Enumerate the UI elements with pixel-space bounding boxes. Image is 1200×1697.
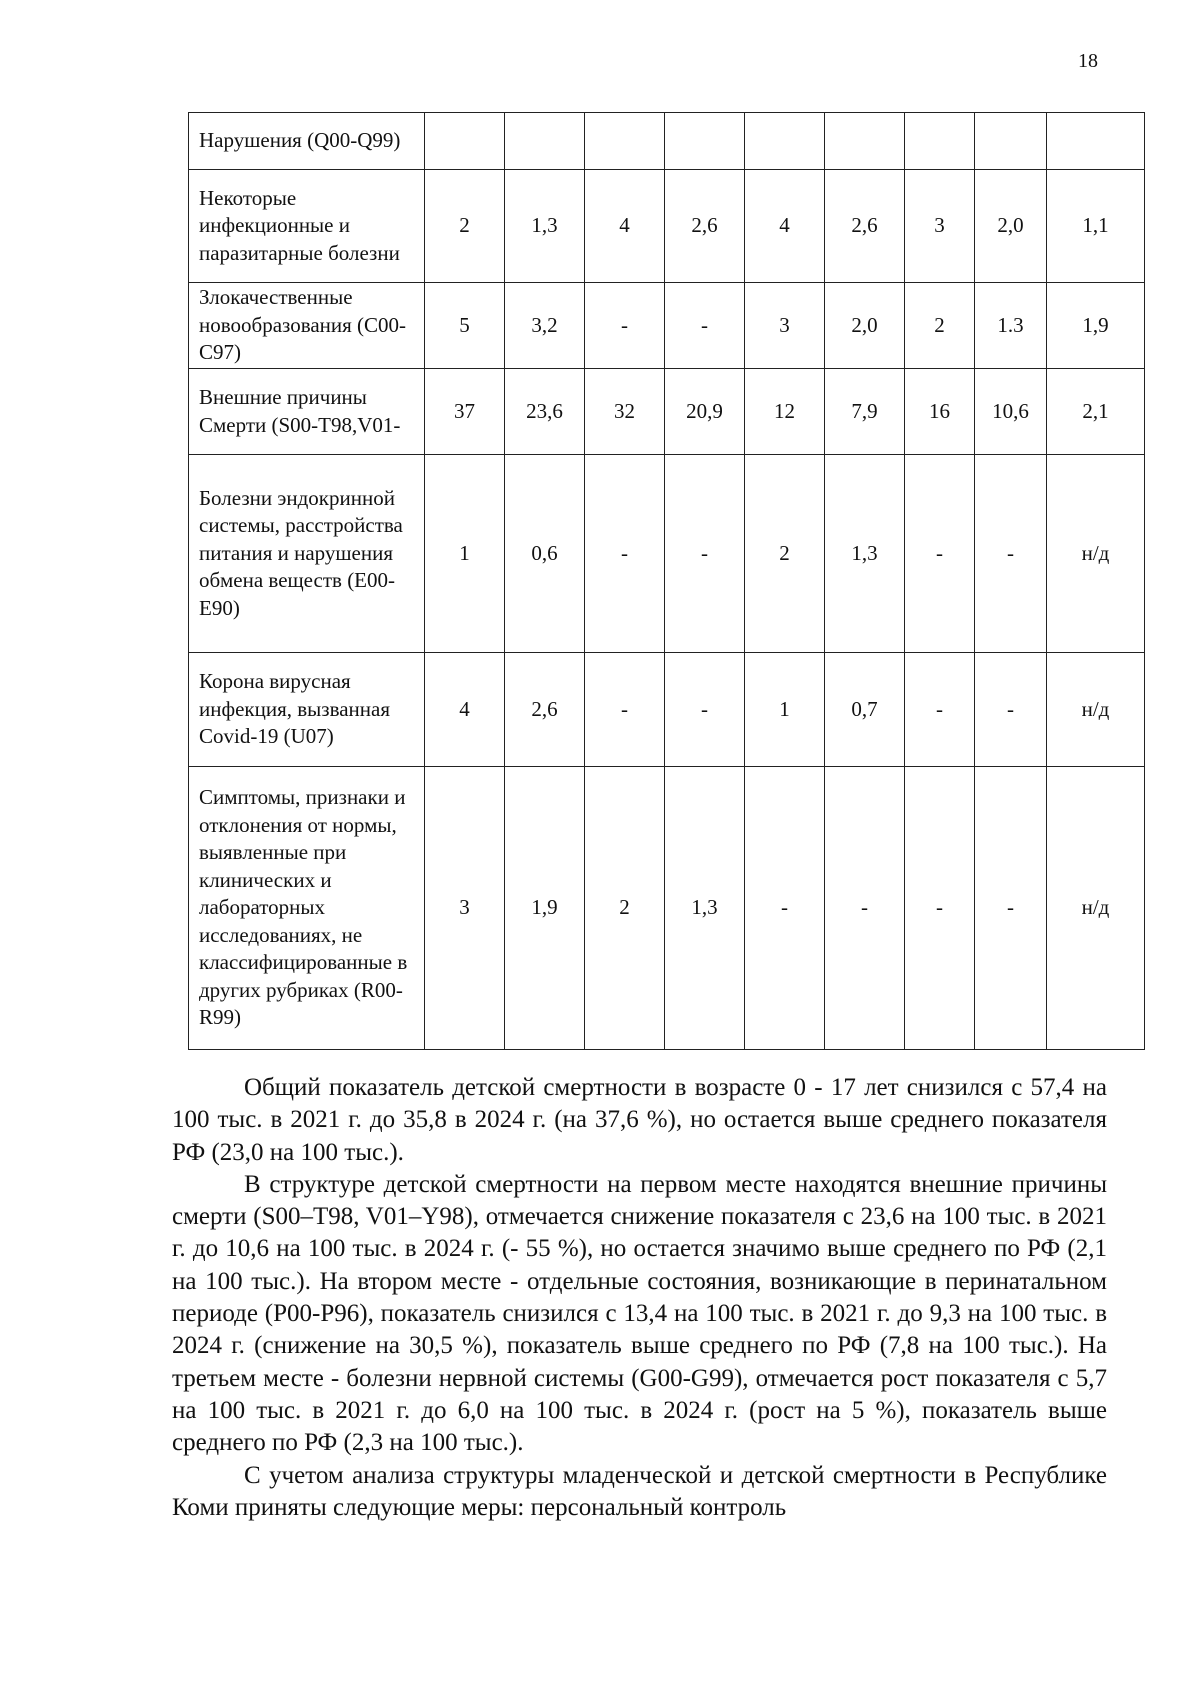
table-cell: 4 bbox=[425, 653, 505, 767]
table-cell bbox=[505, 113, 585, 170]
table-cell: - bbox=[975, 653, 1047, 767]
table-cell: 10,6 bbox=[975, 369, 1047, 455]
row-label: Нарушения (Q00-Q99) bbox=[189, 113, 425, 170]
table-cell: 2,1 bbox=[1047, 369, 1145, 455]
table-cell bbox=[905, 113, 975, 170]
table-cell: 2,6 bbox=[505, 653, 585, 767]
row-label: Корона вирусная инфекция, вызванная Covid-19 (U07) bbox=[189, 653, 425, 767]
table-cell: н/д bbox=[1047, 455, 1145, 653]
table-cell bbox=[585, 113, 665, 170]
table-row bbox=[189, 455, 1145, 653]
table-cell: н/д bbox=[1047, 767, 1145, 1050]
table-row bbox=[189, 170, 1145, 283]
table-cell: 0,7 bbox=[825, 653, 905, 767]
table-cell: 1,3 bbox=[505, 170, 585, 283]
table-cell: - bbox=[825, 767, 905, 1050]
table-cell: 23,6 bbox=[505, 369, 585, 455]
row-label: Внешние причины Смерти (S00-T98,V01- bbox=[189, 369, 425, 455]
table-cell: - bbox=[665, 283, 745, 369]
mortality-table bbox=[188, 112, 1145, 1050]
table-cell: 1,9 bbox=[505, 767, 585, 1050]
table-cell: 3,2 bbox=[505, 283, 585, 369]
row-label: Симптомы, признаки и отклонения от нормы, выявленные при клинических и лабораторных исследованиях, не классифицированные в других рубриках (R00- R99) bbox=[189, 767, 425, 1050]
table-cell bbox=[665, 113, 745, 170]
table-cell: 32 bbox=[585, 369, 665, 455]
table-cell: 2 bbox=[745, 455, 825, 653]
table-cell: 1,3 bbox=[665, 767, 745, 1050]
table-cell: 4 bbox=[585, 170, 665, 283]
table-cell bbox=[975, 113, 1047, 170]
table-cell: - bbox=[665, 455, 745, 653]
paragraph: В структуре детской смертности на первом месте находятся внешние причины смерти (S00–T98, V01–Y98), отмечается снижение показателя с 23,6 на 100 тыс. в 2021 г. до 10,6 на 100 тыс. в 2024 г. (- 55 %), но остается значимо выше среднего по РФ (2,1 на 100 тыс.). На втором месте - отдельные состояния, возникающие в перинатальном периоде (P00-P96), показатель снизился с 13,4 на 100 тыс. в 2021 г. до 9,3 на 100 тыс. в 2024 г. (снижение на 30,5 %), показатель выше среднего по РФ (7,8 на 100 тыс.). На третьем месте - болезни нервной системы (G00-G99), отмечается рост показателя с 5,7 на 100 тыс. в 2021 г. до 6,0 на 100 тыс. в 2024 г. (рост на 5 %), показатель выше среднего по РФ (2,3 на 100 тыс.). bbox=[172, 1170, 1107, 1457]
table-row bbox=[189, 113, 1145, 170]
table-cell: 16 bbox=[905, 369, 975, 455]
table-row bbox=[189, 767, 1145, 1050]
table-cell: 0,6 bbox=[505, 455, 585, 653]
page-number: 18 bbox=[1078, 50, 1098, 72]
table-cell bbox=[825, 113, 905, 170]
table-cell: 2,6 bbox=[665, 170, 745, 283]
table-cell: 2,0 bbox=[825, 283, 905, 369]
row-label: Злокачественные новообразования (C00- C97) bbox=[189, 283, 425, 369]
table-cell: - bbox=[905, 653, 975, 767]
table-cell bbox=[425, 113, 505, 170]
table-cell: - bbox=[585, 653, 665, 767]
table-cell: н/д bbox=[1047, 653, 1145, 767]
table-cell: 1,3 bbox=[825, 455, 905, 653]
table-cell: 1.3 bbox=[975, 283, 1047, 369]
table-cell: - bbox=[975, 455, 1047, 653]
table-cell: 3 bbox=[745, 283, 825, 369]
table-cell: 1,1 bbox=[1047, 170, 1145, 283]
table-cell: 2,6 bbox=[825, 170, 905, 283]
paragraph: Общий показатель детской смертности в возрасте 0 - 17 лет снизился с 57,4 на 100 тыс. в 2021 г. до 35,8 в 2024 г. (на 37,6 %), но остается выше среднего показателя РФ (23,0 на 100 тыс.). bbox=[172, 1074, 1107, 1166]
table-cell: 37 bbox=[425, 369, 505, 455]
table-cell: 7,9 bbox=[825, 369, 905, 455]
table-cell: 5 bbox=[425, 283, 505, 369]
table-cell bbox=[745, 113, 825, 170]
paragraph: С учетом анализа структуры младенческой и детской смертности в Республике Коми приняты следующие меры: персональный контроль bbox=[172, 1461, 1107, 1521]
table-cell: 3 bbox=[905, 170, 975, 283]
table-cell: 4 bbox=[745, 170, 825, 283]
table-cell: - bbox=[665, 653, 745, 767]
table-cell: 12 bbox=[745, 369, 825, 455]
body-text bbox=[172, 1072, 1107, 1524]
table-cell: 1,9 bbox=[1047, 283, 1145, 369]
table-cell: 1 bbox=[425, 455, 505, 653]
table-cell: - bbox=[745, 767, 825, 1050]
table-cell: - bbox=[905, 767, 975, 1050]
table-row bbox=[189, 653, 1145, 767]
table-cell: 2 bbox=[425, 170, 505, 283]
table-cell: - bbox=[975, 767, 1047, 1050]
table-cell bbox=[1047, 113, 1145, 170]
table-cell: 2 bbox=[905, 283, 975, 369]
table-cell: - bbox=[585, 455, 665, 653]
table-row bbox=[189, 283, 1145, 369]
table-row bbox=[189, 369, 1145, 455]
row-label: Болезни эндокринной системы, расстройства питания и нарушения обмена веществ (E00-E90) bbox=[189, 455, 425, 653]
table-cell: 2 bbox=[585, 767, 665, 1050]
table-cell: 3 bbox=[425, 767, 505, 1050]
table-cell: - bbox=[585, 283, 665, 369]
table-cell: - bbox=[905, 455, 975, 653]
table-cell: 20,9 bbox=[665, 369, 745, 455]
table-cell: 2,0 bbox=[975, 170, 1047, 283]
row-label: Некоторые инфекционные и паразитарные болезни bbox=[189, 170, 425, 283]
table-cell: 1 bbox=[745, 653, 825, 767]
